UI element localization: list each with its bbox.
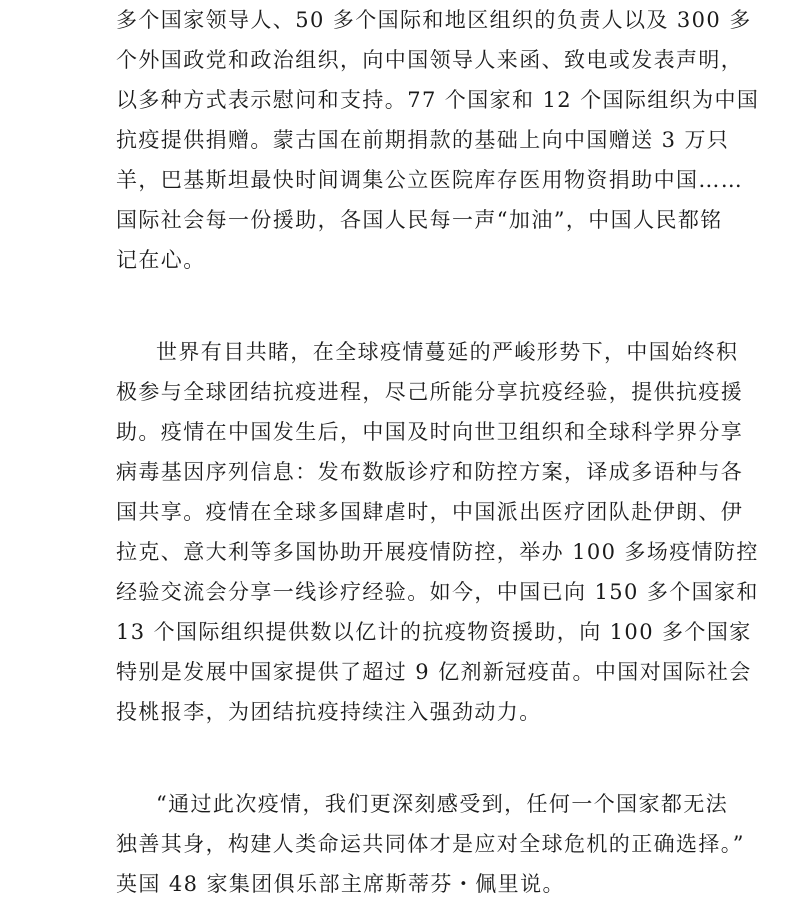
text-line: 投桃报李，为团结抗疫持续注入强劲动力。 (116, 700, 542, 724)
text-line: 拉克、意大利等多国协助开展疫情防控，举办 100 多场疫情防控 (116, 540, 759, 564)
text-line: 个外国政党和政治组织，向中国领导人来函、致电或发表声明， (116, 48, 744, 72)
text-line: 世界有目共睹，在全球疫情蔓延的严峻形势下，中国始终积 (156, 340, 739, 364)
text-line: 病毒基因序列信息：发布数版诊疗和防控方案，译成多语种与各 (116, 460, 744, 484)
text-line: 英国 48 家集团俱乐部主席斯蒂芬・佩里说。 (116, 872, 565, 896)
text-line: 抗疫提供捐赠。蒙古国在前期捐款的基础上向中国赠送 3 万只 (116, 128, 730, 152)
text-line: 多个国家领导人、50 多个国际和地区组织的负责人以及 300 多 (116, 8, 752, 32)
text-line: 经验交流会分享一线诊疗经验。如今，中国已向 150 多个国家和 (116, 580, 759, 604)
text-line: 记在心。 (116, 248, 206, 272)
text-line: 13 个国际组织提供数以亿计的抗疫物资援助，向 100 多个国家 (116, 620, 752, 644)
paragraph-international-support (116, 0, 760, 280)
text-line: 羊，巴基斯坦最快时间调集公立医院库存医用物资捐助中国…… (116, 168, 744, 192)
text-line: 以多种方式表示慰问和支持。77 个国家和 12 个国际组织为中国 (116, 88, 760, 112)
text-line: 国际社会每一份援助，各国人民每一声“加油”，中国人民都铭 (116, 208, 723, 232)
text-line: 国共享。疫情在全球多国肆虐时，中国派出医疗团队赴伊朗、伊 (116, 500, 744, 524)
text-line: 助。疫情在中国发生后，中国及时向世卫组织和全球科学界分享 (116, 420, 744, 444)
paragraph-china-global-cooperation (116, 332, 759, 732)
text-line: “通过此次疫情，我们更深刻感受到，任何一个国家都无法 (156, 792, 729, 816)
paragraph-quotation (116, 784, 745, 904)
text-line: 极参与全球团结抗疫进程，尽己所能分享抗疫经验，提供抗疫援 (116, 380, 744, 404)
text-line: 独善其身，构建人类命运共同体才是应对全球危机的正确选择。” (116, 832, 745, 856)
text-line: 特别是发展中国家提供了超过 9 亿剂新冠疫苗。中国对国际社会 (116, 660, 752, 684)
